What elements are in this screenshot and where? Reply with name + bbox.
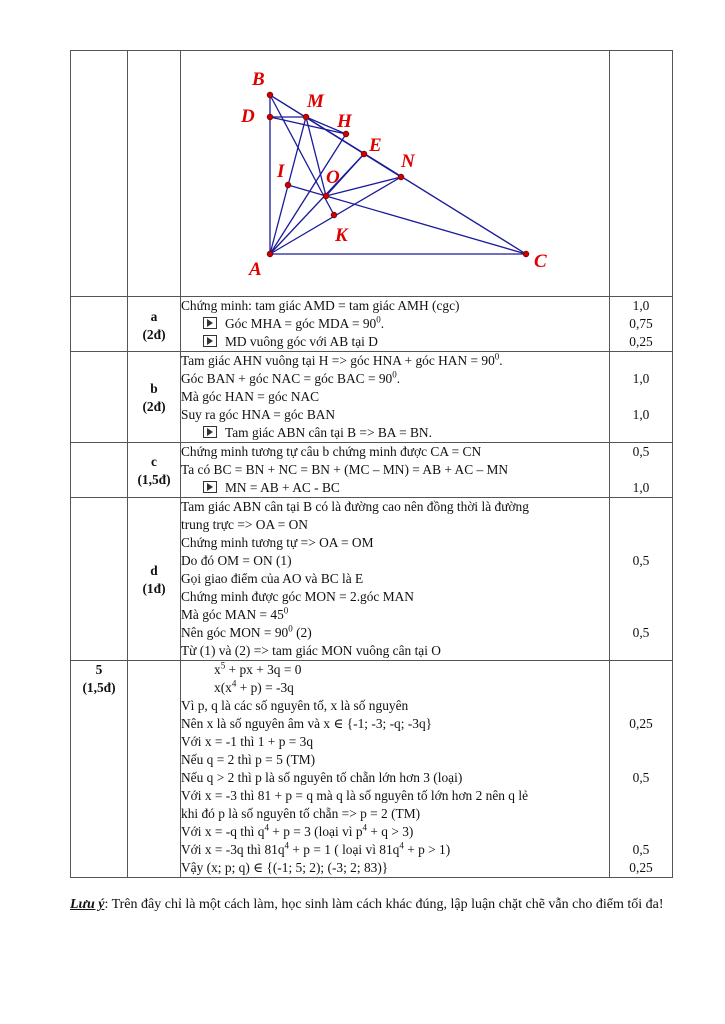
text-line: Vì p, q là các số nguyên tố, x là số nguyên	[181, 698, 409, 713]
part-b-points: (2đ)	[142, 399, 166, 414]
score	[610, 388, 672, 406]
figure-row	[71, 51, 673, 297]
text-line: Chứng minh được góc MON = 2.góc MAN	[181, 589, 414, 604]
score	[610, 424, 672, 442]
question-5-scores	[610, 661, 673, 878]
text-line: Chứng minh tương tự => OA = OM	[181, 535, 374, 550]
score: 0,5	[632, 625, 650, 640]
score: 0,25	[629, 334, 653, 349]
implies-arrow-icon	[203, 481, 217, 493]
part-d-row	[71, 498, 673, 661]
text-line: trung trực => OA = ON	[181, 517, 308, 532]
text-line: Tam giác ABN cân tại B => BA = BN.	[181, 424, 609, 442]
score: 1,0	[632, 298, 650, 313]
question-5-row	[71, 661, 673, 878]
footnote	[70, 895, 680, 914]
text-line: Tam giác AHN vuông tại H => góc HNA + góc HAN = $90^0$.	[181, 351, 503, 368]
text-line: Với x = -3q thì $81q^4 + p = 1$ ( loại vì $81q^4 + p > 1$)	[181, 840, 451, 857]
question-5-content	[181, 661, 610, 878]
score	[610, 823, 672, 841]
text-line: Nếu q > 2 thì p là số nguyên tố chẵn lớn hơn 3 (loại)	[181, 770, 463, 785]
part-c-label: c	[151, 454, 157, 469]
text-line: Góc BAN + góc NAC = góc BAC = $90^0$.	[181, 369, 401, 386]
text-line: Nếu q = 2 thì p = 5 (TM)	[181, 752, 316, 767]
text-line: Chứng minh tương tự câu b chứng minh được CA = CN	[181, 444, 482, 459]
text-line: Nên góc MON = $90^0$ (2)	[181, 623, 312, 640]
score: 0,75	[629, 316, 653, 331]
part-c-row	[71, 443, 673, 498]
text-line: Từ (1) và (2) => tam giác MON vuông cân tại O	[181, 643, 441, 658]
part-a-scores	[610, 297, 673, 352]
part-b-scores	[610, 352, 673, 443]
text-line: Mà góc MAN = $45^0$	[181, 605, 289, 622]
text-line: Chứng minh: tam giác AMD = tam giác AMH (cgc)	[181, 298, 460, 313]
text-line: Với x = -3 thì 81 + p = q mà q là số nguyên tố lớn hơn 2 nên q lẻ	[181, 788, 529, 803]
text-line: Với x = -1 thì 1 + p = 3q	[181, 734, 314, 749]
text-line: Nên x là số nguyên âm và x ∈ {-1; -3; -q; -3q}	[181, 716, 433, 731]
score	[610, 570, 672, 588]
footnote-text: : Trên đây chỉ là một cách làm, học sinh làm cách khác đúng, lập luận chặt chẽ vẫn cho điểm tối đa!	[104, 897, 664, 912]
score: 0,25	[629, 860, 653, 875]
score: 0,5	[632, 770, 650, 785]
score	[610, 679, 672, 697]
solution-table	[70, 50, 673, 878]
part-a-label: a	[150, 309, 158, 324]
text-line: MN = AB + AC - BC	[181, 479, 609, 497]
score: 0,5	[632, 553, 650, 568]
score: 0,5	[632, 842, 650, 857]
text-line: Ta có BC = BN + NC = BN + (MC – MN) = AB + AC – MN	[181, 462, 509, 477]
score	[610, 498, 672, 516]
part-d-label: d	[150, 563, 158, 578]
question-5-points: (1,5đ)	[82, 680, 116, 695]
text-line: Góc MHA = góc MDA = $90^0$.	[181, 315, 609, 333]
text-line: Mà góc HAN = góc NAC	[181, 389, 320, 404]
point-label-o: O	[326, 167, 340, 188]
point-label-c: C	[534, 251, 547, 272]
score	[610, 642, 672, 660]
part-d-scores	[610, 498, 673, 661]
score	[610, 534, 672, 552]
text-line: Với x = -q thì $q^4 + p = 3$ (loại vì $p^4 + q > 3$)	[181, 822, 414, 839]
score: 0,25	[629, 716, 653, 731]
point-label-e: E	[369, 135, 382, 156]
score	[610, 352, 672, 370]
text-line: Gọi giao điểm của AO và BC là E	[181, 571, 364, 586]
score	[610, 787, 672, 805]
text-line: Suy ra góc HNA = góc BAN	[181, 407, 336, 422]
text-line: khi đó p là số nguyên tố chẵn => p = 2 (TM)	[181, 806, 421, 821]
part-a-row	[71, 297, 673, 352]
point-label-n: N	[401, 151, 415, 172]
point-label-d: D	[241, 106, 255, 127]
score	[610, 697, 672, 715]
part-a-content	[181, 297, 610, 352]
text-line: Tam giác ABN cân tại B có là đường cao nên đồng thời là đường	[181, 499, 529, 514]
part-a-points: (2đ)	[142, 327, 166, 342]
score: 1,0	[632, 407, 650, 422]
part-d-content	[181, 498, 610, 661]
point-label-b: B	[252, 69, 265, 90]
implies-arrow-icon	[203, 335, 217, 347]
score	[610, 805, 672, 823]
part-c-points: (1,5đ)	[137, 472, 171, 487]
score	[610, 606, 672, 624]
score	[610, 461, 672, 479]
text-line: Vậy (x; p; q) ∈ {(-1; 5; 2); (-3; 2; 83)}	[181, 860, 389, 875]
point-label-m: M	[307, 91, 324, 112]
geometry-figure-cell	[181, 51, 610, 297]
text-line: Do đó OM = ON (1)	[181, 553, 292, 568]
point-label-k: K	[335, 225, 348, 246]
score	[610, 661, 672, 679]
score: 1,0	[632, 480, 650, 495]
score	[610, 733, 672, 751]
implies-arrow-icon	[203, 426, 217, 438]
score: 1,0	[632, 371, 650, 386]
score	[610, 516, 672, 534]
point-label-h: H	[337, 111, 352, 132]
score	[610, 751, 672, 769]
equation-line: $x^5$ + px + 3q = 0	[214, 660, 302, 677]
part-b-content	[181, 352, 610, 443]
part-d-points: (1đ)	[142, 581, 166, 596]
point-label-a: A	[249, 259, 262, 280]
question-5-label: 5	[95, 662, 103, 677]
score: 0,5	[632, 444, 650, 459]
part-b-row	[71, 352, 673, 443]
implies-arrow-icon	[203, 317, 217, 329]
score	[610, 588, 672, 606]
part-b-label: b	[150, 381, 158, 396]
text-line: MD vuông góc với AB tại D	[181, 333, 609, 351]
equation-line: $x(x^4 + p) = -3q$	[214, 678, 294, 695]
part-c-scores	[610, 443, 673, 498]
part-c-content	[181, 443, 610, 498]
point-label-i: I	[277, 161, 285, 182]
footnote-label: Lưu ý	[70, 897, 105, 912]
geometry-figure	[181, 51, 610, 291]
